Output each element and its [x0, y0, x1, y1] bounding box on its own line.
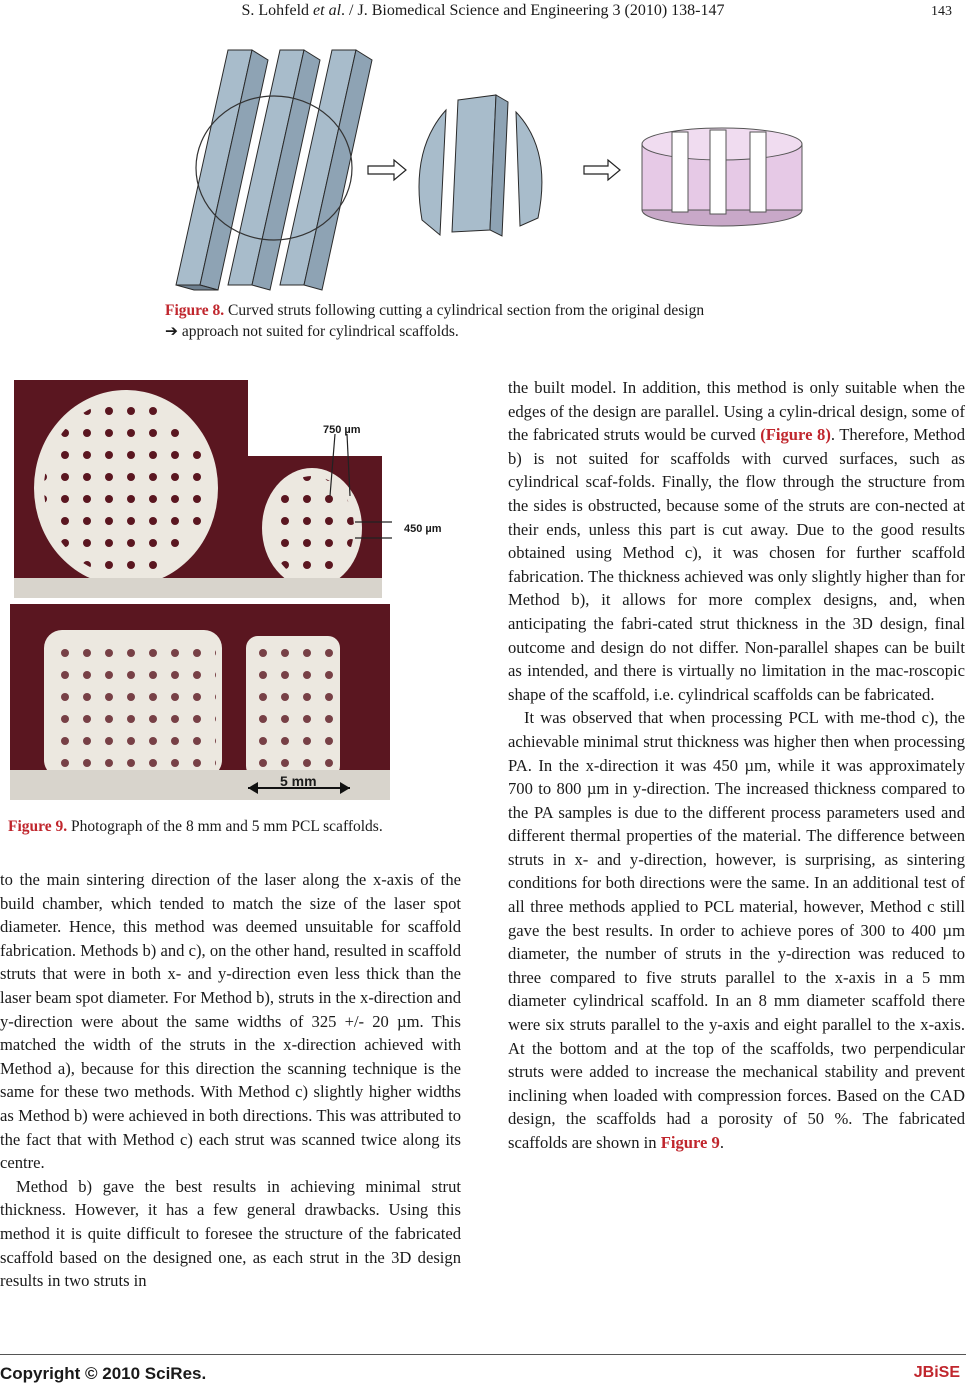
- copyright-notice: Copyright © 2010 SciRes.: [0, 1364, 207, 1383]
- curved-strut-pieces: [419, 95, 542, 236]
- right-p2-text-b: .: [719, 1133, 725, 1152]
- figure-8-caption-text: Curved struts following cutting a cylindrical section from the original design: [224, 302, 705, 319]
- figure-9-caption-text: Photograph of the 8 mm and 5 mm PCL scaffolds.: [67, 818, 383, 835]
- right-paragraph-2: [508, 706, 965, 1154]
- figure-8-label: Figure 8.: [165, 302, 225, 319]
- figure-9-label: Figure 9.: [8, 818, 68, 835]
- right-column: [508, 376, 965, 1155]
- footer-rule: [0, 1354, 966, 1355]
- page-footer: [0, 1354, 966, 1382]
- title-authors: S. Lohfeld: [241, 2, 314, 19]
- figure-9-caption: [8, 816, 468, 837]
- figure-9-photo: [10, 378, 392, 802]
- figure-8-reference-link[interactable]: (Figure 8): [760, 425, 831, 445]
- left-paragraph-1: to the main sintering direction of the laser along the x-axis of the build chamber, which tended to match the size of the laser spot diameter. Hence, this method was deemed unsuitable for scaffold fabrication. Methods b) and c), on the other hand, resulted in scaffold struts that were in both x- and y-direction even less thick than the laser beam spot diameter. For Method b), struts in the x-direction and y-direction were about the same widths of 325 +/- 20 µm. This matched the width of the struts in the x-direction achieved with Method a), because for this direction the scanning technique is the same for these two methods. With Method c) slightly higher widths as Method b) were achieved in both directions. This was attributed to the fact that with Method c) each strut was scanned twice along its centre.: [0, 870, 461, 1173]
- right-paragraph-1: [508, 376, 965, 706]
- scaffold-side-view: [10, 604, 390, 800]
- left-paragraph-2: Method b) gave the best results in achieving minimal strut thickness. However, it has a few general drawbacks. Using this method it is quite difficult to foresee the structure of the fabricated scaffold based on the designed one, as each strut in the 3D design results in two struts in: [0, 1176, 461, 1291]
- figure-8-caption: [165, 300, 805, 342]
- scaffold-5mm-top-view: [248, 434, 392, 598]
- journal-abbrev: JBiSE: [913, 1364, 960, 1381]
- annotation-5mm: 5 mm: [280, 773, 317, 789]
- right-p1-text-a: the built model. In addition, this method is only suitable when the edges of the design are parallel. Using a cylin-drical design, some of the fabricated struts would be curved: [508, 378, 965, 445]
- figure-8-caption-line2: ➔ approach not suited for cylindrical scaffolds.: [165, 323, 459, 340]
- annotation-450um: 450 µm: [404, 523, 442, 535]
- left-column: [0, 868, 461, 1293]
- title-journal: . / J. Biomedical Science and Engineering 3 (2010) 138-147: [341, 2, 725, 19]
- arrow-right-icon: [584, 160, 620, 180]
- page-number: 143: [931, 4, 952, 19]
- annotation-750um: 750 µm: [323, 424, 361, 436]
- right-p2-text-a: It was observed that when processing PCL with me-thod c), the achievable minimal strut thickness was higher then when processing PA. In the x-direction it was 450 µm, while it was approximately 700 to 800 µm in y-direction. The increased thickness compared to the PA samples is due to the different process parameters used and different thermal properties of the material. The difference between struts in x- and y-direction, however, is surprising, as sintering conditions for both directions were the same. In an additional test of all three methods applied to PCL material, however, Method c still gave the best results. In order to achieve pores of 300 to 400 µm diameter, the number of struts in the y-direction was reduced to three compared to five struts parallel to the x-axis in a 5 mm diameter cylindrical scaffold. In an 8 mm diameter scaffold there were six struts parallel to the y-axis and eight parallel to the x-axis. At the bottom and at the top of the scaffolds, two perpendicular struts were added to increase the mechanical stability and prevent inclining when loaded with compression forces. Based on the CAD design, the scaffolds had a porosity of 50 %. The fabricated scaffolds are shown in: [508, 708, 965, 1152]
- running-title: [0, 2, 966, 20]
- scaffold-8mm-top-view: [14, 380, 248, 598]
- arrow-right-icon: [368, 160, 406, 180]
- page-header: [0, 2, 966, 24]
- figure-9-reference-link[interactable]: Figure 9: [660, 1133, 720, 1152]
- right-p1-text-b: . Therefore, Method b) is not suited for scaffolds with curved surfaces, such as cylindrical scaf-folds. Finally, the flow through the structure from the sides is obstructed, because some of the struts are con-nected at their ends, unless this part is cut away. Due to the good results obtained using Method c), it was chosen for further scaffold fabrication. The thickness achieved was only slightly higher than for Method b), it allows for more complex designs, and, when anticipating the fabri-cated strut thickness in the 3D design, final outcome and design do not differ. Non-parallel shapes can be built as intended, and there is virtually no limitation in the mac-roscopic shape of the scaffold, i.e. cylindrical scaffolds can be fabricated.: [508, 425, 966, 704]
- figure-8-diagram: [160, 40, 820, 295]
- title-etal: et al: [313, 2, 342, 19]
- cylindrical-scaffold-model: [642, 128, 802, 226]
